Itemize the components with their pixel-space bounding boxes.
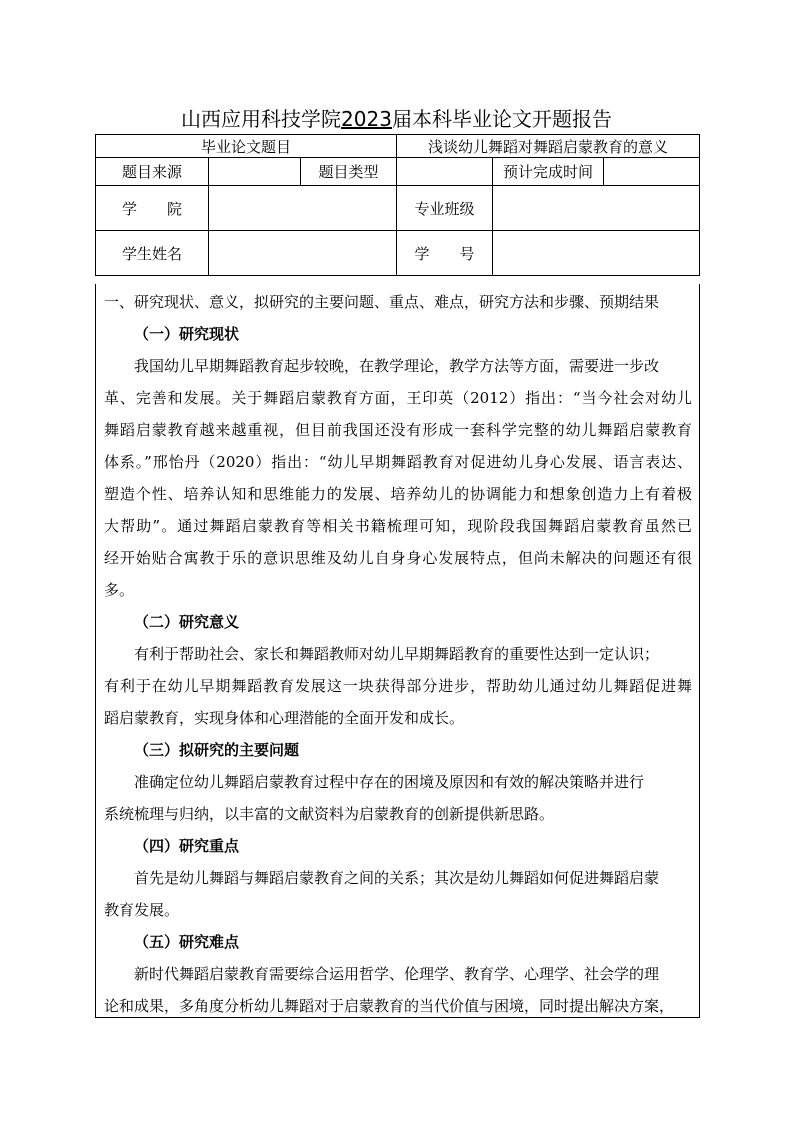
- paragraph-line: 我国幼儿早期舞蹈教育起步较晚，在教学理论，教学方法等方面，需要进一步改: [134, 357, 660, 375]
- section-title-difficulties: （五）研究难点: [134, 933, 240, 951]
- major-label: 专业班级: [397, 186, 493, 231]
- document-title: [0, 104, 793, 134]
- student-label: 学生姓名: [96, 231, 209, 276]
- college-label: 学 院: [96, 186, 209, 231]
- student-value[interactable]: [209, 231, 397, 276]
- paragraph-line: 教育发展。: [104, 901, 180, 919]
- source-value[interactable]: [209, 158, 301, 186]
- title-year: 2023: [341, 107, 392, 131]
- thesis-title-value[interactable]: 浅谈幼儿舞蹈对舞蹈启蒙教育的意义: [397, 135, 700, 158]
- section-heading: 一、研究现状、意义，拟研究的主要问题、重点、难点，研究方法和步骤、预期结果: [104, 293, 660, 311]
- paragraph-line: 首先是幼儿舞蹈与舞蹈启蒙教育之间的关系；其次是幼儿舞蹈如何促进舞蹈启蒙: [134, 869, 660, 887]
- id-value[interactable]: [493, 231, 700, 276]
- major-value[interactable]: [493, 186, 700, 231]
- title-suffix: 届本科毕业论文开题报告: [391, 107, 612, 131]
- due-value[interactable]: [604, 158, 700, 186]
- thesis-title-label: 毕业论文题目: [96, 135, 397, 158]
- id-label: 学 号: [397, 231, 493, 276]
- paragraph-line: 有利于帮助社会、家长和舞蹈教师对幼儿早期舞蹈教育的重要性达到一定认识；: [134, 645, 660, 663]
- paragraph-line: 革、完善和发展。关于舞蹈启蒙教育方面，王印英（2012）指出：“当今社会对幼儿: [104, 389, 692, 407]
- due-label: 预计完成时间: [493, 158, 604, 186]
- paragraph-line: 体系。”邢怡丹（2020）指出：“幼儿早期舞蹈教育对促进幼儿身心发展、语言表达、: [104, 453, 692, 471]
- paragraph-line: 经开始贴合寓教于乐的意识思维及幼儿自身身心发展特点，但尚未解决的问题还有很: [104, 549, 692, 567]
- table-row: [96, 231, 700, 276]
- paragraph-line: 系统梳理与归纳，以丰富的文献资料为启蒙教育的创新提供新思路。: [104, 805, 555, 823]
- paragraph-line: 有利于在幼儿早期舞蹈教育发展这一块获得部分进步，帮助幼儿通过幼儿舞蹈促进舞: [104, 677, 692, 695]
- table-row: [96, 186, 700, 231]
- paragraph-line: 舞蹈启蒙教育越来越重视，但目前我国还没有形成一套科学完整的幼儿舞蹈启蒙教育: [104, 421, 692, 439]
- table-row: [96, 158, 700, 186]
- college-value[interactable]: [209, 186, 397, 231]
- type-value[interactable]: [397, 158, 493, 186]
- section-title-focus: （四）研究重点: [134, 837, 240, 855]
- source-label: 题目来源: [96, 158, 209, 186]
- type-label: 题目类型: [301, 158, 397, 186]
- paragraph-line: 论和成果，多角度分析幼儿舞蹈对于启蒙教育的当代价值与困境，同时提出解决方案，: [104, 997, 675, 1015]
- paragraph-line: 新时代舞蹈启蒙教育需要综合运用哲学、伦理学、教育学、心理学、社会学的理: [134, 965, 660, 983]
- section-title-significance: （二）研究意义: [134, 613, 240, 631]
- table-row: [96, 135, 700, 158]
- report-body: [104, 286, 692, 1022]
- section-title-problems: （三）拟研究的主要问题: [134, 741, 300, 759]
- paragraph-line: 准确定位幼儿舞蹈启蒙教育过程中存在的困境及原因和有效的解决策略并进行: [134, 773, 645, 791]
- info-table: [95, 134, 700, 276]
- title-prefix: 山西应用科技学院: [181, 107, 342, 131]
- paragraph-line: 多。: [104, 581, 135, 599]
- paragraph-line: 塑造个性、培养认知和思维能力的发展、培养幼儿的协调能力和想象创造力上有着极: [104, 485, 692, 503]
- section-title-status: （一）研究现状: [134, 325, 240, 343]
- paragraph-line: 蹈启蒙教育，实现身体和心理潜能的全面开发和成长。: [104, 709, 465, 727]
- paragraph-line: 大帮助”。通过舞蹈启蒙教育等相关书籍梳理可知，现阶段我国舞蹈启蒙教育虽然已: [104, 517, 692, 535]
